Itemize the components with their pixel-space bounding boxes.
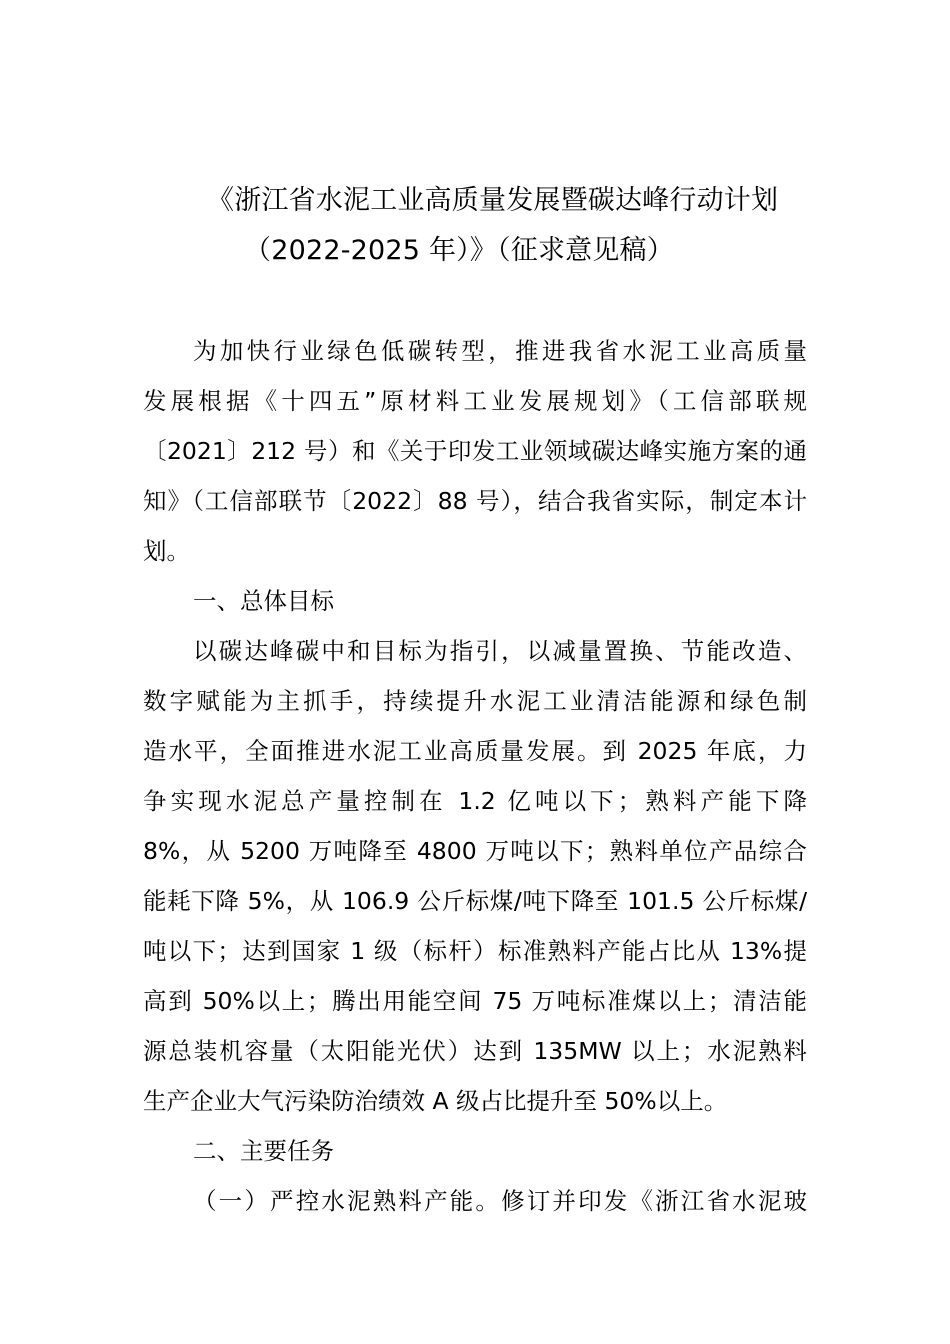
paragraph-2-line-6: 能耗下降 5%，从 106.9 公斤标煤/吨下降至 101.5 公斤标煤/ xyxy=(143,887,807,915)
section-heading-2: 二、主要任务 xyxy=(193,1137,334,1165)
paragraph-2-line-9: 源总装机容量（太阳能光伏）达到 135MW 以上；水泥熟料 xyxy=(143,1037,807,1065)
paragraph-2-line-5: 8%，从 5200 万吨降至 4800 万吨以下；熟料单位产品综合 xyxy=(143,837,807,865)
document-title-line-2: （2022-2025 年）》（征求意见稿） xyxy=(244,235,674,266)
paragraph-2-line-3: 造水平，全面推进水泥工业高质量发展。到 2025 年底，力 xyxy=(143,737,807,765)
paragraph-1-line-5: 划。 xyxy=(143,537,190,565)
document-title-line-1: 《浙江省水泥工业高质量发展暨碳达峰行动计划 xyxy=(207,185,779,216)
body-text xyxy=(143,326,807,1226)
paragraph-1-line-3: 〔2021〕212 号）和《关于印发工业领域碳达峰实施方案的通 xyxy=(143,437,807,465)
paragraph-1-line-4: 知》（工信部联节〔2022〕88 号），结合我省实际，制定本计 xyxy=(143,487,807,515)
paragraph-2-line-2: 数字赋能为主抓手，持续提升水泥工业清洁能源和绿色制 xyxy=(143,687,807,715)
paragraph-3-line-1: （一）严控水泥熟料产能。修订并印发《浙江省水泥玻 xyxy=(193,1187,807,1215)
paragraph-2-line-10: 生产企业大气污染防治绩效 A 级占比提升至 50%以上。 xyxy=(143,1087,728,1115)
paragraph-2-line-8: 高到 50%以上；腾出用能空间 75 万吨标准煤以上；清洁能 xyxy=(143,987,807,1015)
paragraph-2-line-7: 吨以下；达到国家 1 级（标杆）标准熟料产能占比从 13%提 xyxy=(143,937,807,965)
paragraph-2-line-1: 以碳达峰碳中和目标为指引，以减量置换、节能改造、 xyxy=(193,637,807,665)
paragraph-2-line-4: 争实现水泥总产量控制在 1.2 亿吨以下；熟料产能下降 xyxy=(143,787,807,815)
paragraph-1-line-2: 发展根据《十四五”原材料工业发展规划》（工信部联规 xyxy=(143,387,807,415)
section-heading-1: 一、总体目标 xyxy=(193,587,334,615)
paragraph-1-line-1: 为加快行业绿色低碳转型，推进我省水泥工业高质量 xyxy=(193,337,807,365)
